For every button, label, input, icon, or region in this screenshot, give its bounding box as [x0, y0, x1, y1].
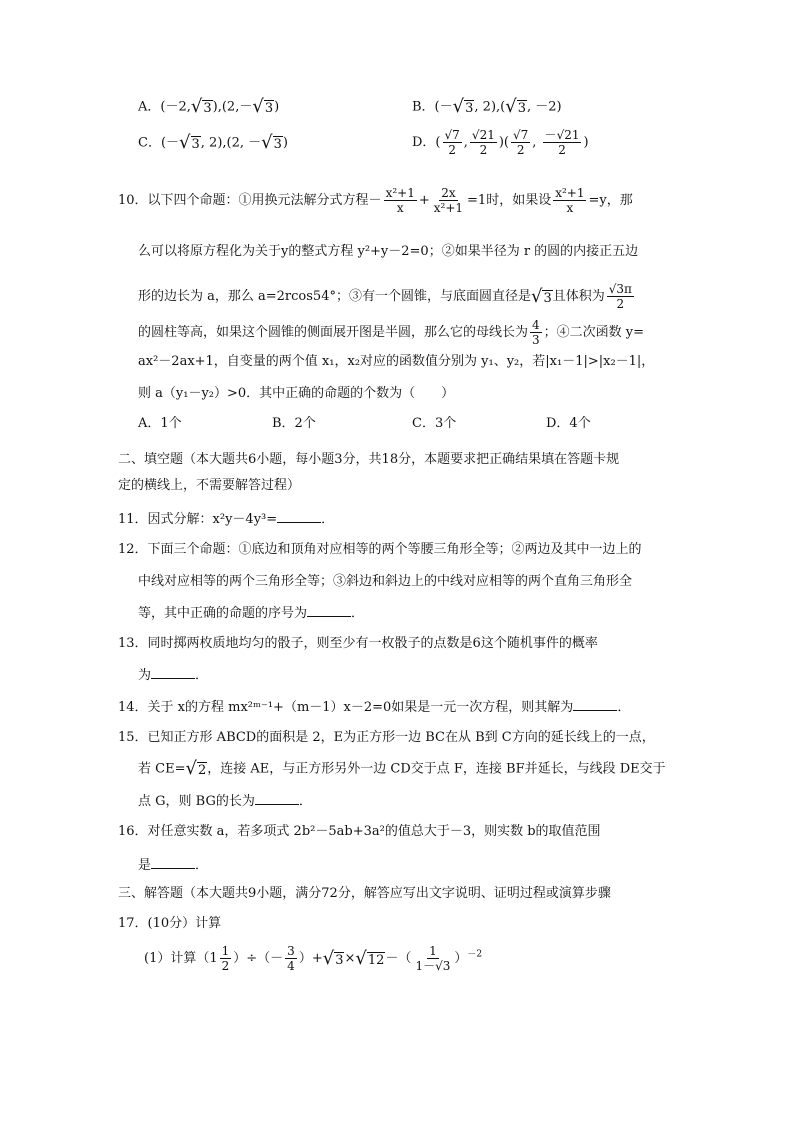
q13-line2: 为 ． — [138, 668, 209, 683]
q9-option-d: D．( $\frac{√7}{2}$ , $\frac{√21}{2}$ )( $\frac{√7}{2}$ , $\frac{-√21}{2}$ ) — [412, 128, 589, 157]
q10-option-b: B．2个 — [272, 416, 316, 431]
q10-option-c: C．3个 — [412, 416, 457, 431]
sqrt-symbol: √ 3 — [322, 947, 344, 969]
q10-option-d: D．4个 — [546, 416, 591, 431]
answer-blank — [255, 792, 299, 805]
fraction: $\frac{3}{4}$ — [287, 944, 295, 973]
q12-line1: 12．下面三个命题：①底边和顶角对应相等的两个等腰三角形全等；②两边及其中一边上的 — [118, 542, 642, 557]
sqrt-symbol: √ 12 — [355, 947, 385, 969]
sqrt-symbol: √ 3 — [190, 96, 212, 117]
sqrt-symbol: √ 3 — [179, 132, 200, 153]
q13-line1: 13．同时掷两枚质地均匀的骰子，则至少有一枚骰子的点数是6这个随机事件的概率 — [118, 636, 598, 651]
q12-line3: 等，其中正确的命题的序号为 ． — [138, 606, 365, 621]
section-3-heading: 三、解答题（本大题共9小题，满分72分，解答应写出文字说明、证明过程或演算步骤 — [118, 886, 611, 901]
sqrt-symbol: √ 2 — [185, 758, 207, 779]
fraction: $\frac{1}{1-√3}$ — [415, 944, 451, 973]
fraction: $\frac{√7}{2}$ — [444, 128, 460, 157]
q16-line2: 是 ． — [138, 858, 209, 873]
section-2-heading-line1: 二、填空题（本大题共6小题，每小题3分，共18分，本题要求把正确结果填在答题卡规 — [118, 452, 620, 467]
q14: 14．关于 x的方程 mx²ᵐ⁻¹+（m－1）x－2=0如果是一元一次方程，则其解为 ． — [118, 700, 631, 715]
q10-option-a: A．1个 — [138, 416, 182, 431]
q10-line3: 形的边长为 a，那么 a=2rcos54°；③有一个圆锥，与底面圆直径是 √ 3 且体积为 $\frac{√3\pi}{2}$ — [138, 282, 632, 311]
q17-part1: (1）计算（1 $\frac{1}{2}$ ）÷（－ $\frac{3}{4}$ ）+ √ 3 × √ 12 －（ $\frac{1}{1-√3}$ ）$^{-2}$ — [144, 944, 483, 973]
q9-option-c: C．(－ √ 3 , 2),(2, － √ 3 ) — [138, 132, 288, 153]
q17-heading: 17．(10分）计算 — [118, 916, 222, 931]
sqrt-symbol: √ 3 — [530, 285, 552, 307]
sqrt-symbol: √ 3 — [452, 96, 474, 117]
q11: 11．因式分解：x²y－4y³= ． — [118, 512, 335, 527]
fraction: $\frac{√21}{2}$ — [471, 128, 495, 157]
q15-line3: 点 G，则 BG的长为 ． — [138, 794, 312, 809]
q10-line6: 则 a（y₁－y₂）>0．其中正确的命题的个数为（ ） — [138, 386, 455, 401]
answer-blank — [277, 510, 321, 523]
fraction: $\frac{\text{x²+1}}{x}$ — [385, 186, 415, 215]
fraction: $\frac{\text{x²+1}}{x}$ — [555, 186, 585, 215]
q15-line2: 若 CE= √ 2 ，连接 AE，与正方形另外一边 CD交于点 F，连接 BF并延长，与线段 DE交于 — [138, 758, 666, 779]
q10-line1: 10．以下四个命题：①用换元法解分式方程－ $\frac{\text{x²+1}}{x}$ + $\frac{2x}{\text{x²+1}}$ =1时，如果设 $\frac{\text{x²+1}}{x}$ =y，那 — [118, 186, 633, 215]
fraction: $\frac{-√21}{2}$ — [544, 128, 580, 157]
q16-line1: 16．对任意实数 a，若多项式 2b²－5ab+3a²的值总大于－3，则实数 b的取值范围 — [118, 824, 601, 839]
answer-blank — [151, 666, 195, 679]
q15-line1: 15．已知正方形 ABCD的面积是 2，E为正方形一边 BC在从 B到 C方向的延长线上的一点， — [118, 730, 655, 745]
answer-blank — [573, 698, 617, 711]
answer-blank — [307, 604, 351, 617]
section-2-heading-line2: 定的横线上，不需要解答过程） — [118, 478, 301, 493]
q10-line4: 的圆柱等高，如果这个圆锥的侧面展开图是半圆，那么它的母线长为 $\frac{4}{3}$ ；④二次函数 y= — [138, 318, 645, 347]
sqrt-symbol: √ 3 — [505, 96, 526, 117]
fraction: $\frac{4}{3}$ — [532, 318, 540, 347]
fraction: $\frac{√3\pi}{2}$ — [608, 282, 632, 311]
fraction: $\frac{2x}{\text{x²+1}}$ — [433, 186, 464, 215]
q12-line2: 中线对应相等的两个三角形全等；③斜边和斜边上的中线对应相等的两个直角三角形全 — [138, 574, 633, 589]
fraction: $\frac{1}{2}$ — [221, 944, 230, 973]
q10-line5: ax²－2ax+1，自变量的两个值 x₁，x₂对应的函数值分别为 y₁、y₂，若|x₁－1|>|x₂－1|， — [138, 354, 655, 369]
q9-option-b: B．(－ √ 3 , 2),( √ 3 , －2) — [412, 96, 562, 117]
q10-line2: 么可以将原方程化为关于y的整式方程 y²+y－2=0；②如果半径为 r 的圆的内接正五边 — [138, 244, 639, 259]
sqrt-symbol: √ 3 — [252, 96, 274, 117]
sqrt-symbol: √ 3 — [261, 132, 282, 153]
fraction: $\frac{√7}{2}$ — [513, 128, 529, 157]
answer-blank — [151, 856, 195, 869]
q9-option-a: A．(－2, √ 3 ),(2,－ √ 3 ) — [138, 96, 280, 117]
